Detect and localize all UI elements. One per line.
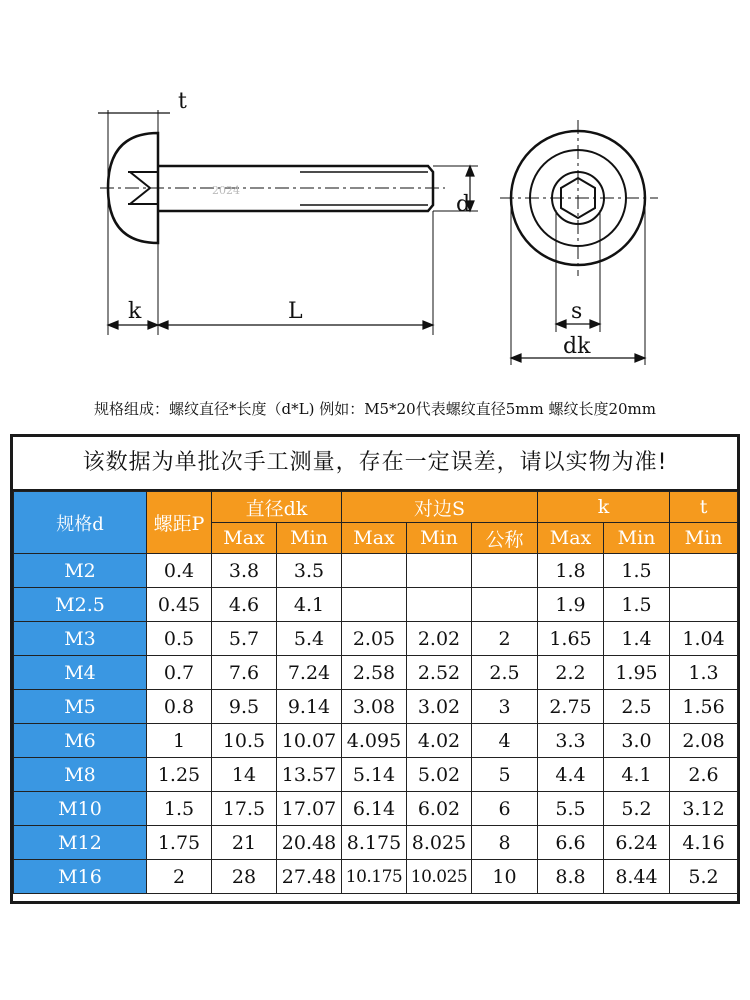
cell-spec: M12 xyxy=(14,826,147,860)
cell-spec: M10 xyxy=(14,792,147,826)
table-row xyxy=(14,792,738,826)
cell-pitch: 0.45 xyxy=(147,588,212,622)
cell-s-nominal: 5 xyxy=(472,758,538,792)
cell-pitch: 0.5 xyxy=(147,622,212,656)
cell-s-min: 3.02 xyxy=(407,690,472,724)
cell-dk-min: 7.24 xyxy=(277,656,342,690)
cell-t-min: 2.08 xyxy=(670,724,738,758)
table-row xyxy=(14,826,738,860)
cell-dk-max: 21 xyxy=(212,826,277,860)
table-row xyxy=(14,622,738,656)
header-s: 对边S xyxy=(342,492,538,523)
cell-k-min: 1.95 xyxy=(604,656,670,690)
cell-pitch: 0.7 xyxy=(147,656,212,690)
cell-s-max: 2.05 xyxy=(342,622,407,656)
header-k: k xyxy=(538,492,670,523)
cell-dk-min: 17.07 xyxy=(277,792,342,826)
cell-k-max: 5.5 xyxy=(538,792,604,826)
cell-s-min: 4.02 xyxy=(407,724,472,758)
cell-pitch: 1.25 xyxy=(147,758,212,792)
cell-k-max: 2.75 xyxy=(538,690,604,724)
cell-s-max: 6.14 xyxy=(342,792,407,826)
cell-t-min: 3.12 xyxy=(670,792,738,826)
cell-dk-min: 5.4 xyxy=(277,622,342,656)
dimension-lines xyxy=(98,113,474,329)
cell-pitch: 1.5 xyxy=(147,792,212,826)
cell-k-min: 1.5 xyxy=(604,554,670,588)
cell-s-nominal: 3 xyxy=(472,690,538,724)
cell-dk-min: 3.5 xyxy=(277,554,342,588)
cell-k-min: 4.1 xyxy=(604,758,670,792)
subheader-s-max: Max xyxy=(342,523,407,554)
measurement-notice: 该数据为单批次手工测量，存在一定误差，请以实物为准! xyxy=(13,437,737,491)
cell-s-nominal: 2.5 xyxy=(472,656,538,690)
cell-s-max xyxy=(342,588,407,622)
label-t: t xyxy=(178,89,187,114)
cell-k-min: 1.5 xyxy=(604,588,670,622)
cell-s-max xyxy=(342,554,407,588)
cell-dk-max: 17.5 xyxy=(212,792,277,826)
cell-k-max: 4.4 xyxy=(538,758,604,792)
subheader-s-nominal: 公称 xyxy=(472,523,538,554)
cell-dk-max: 28 xyxy=(212,860,277,894)
spec-table-body xyxy=(14,554,738,894)
cell-t-min: 4.16 xyxy=(670,826,738,860)
cell-k-max: 6.6 xyxy=(538,826,604,860)
cell-s-max: 8.175 xyxy=(342,826,407,860)
top-view xyxy=(500,120,658,365)
header-spec: 规格d xyxy=(14,492,147,554)
cell-dk-max: 4.6 xyxy=(212,588,277,622)
cell-spec: M8 xyxy=(14,758,147,792)
cell-s-max: 4.095 xyxy=(342,724,407,758)
cell-dk-max: 7.6 xyxy=(212,656,277,690)
cell-dk-min: 9.14 xyxy=(277,690,342,724)
table-row xyxy=(14,588,738,622)
spec-caption: 规格组成：螺纹直径*长度（d*L) 例如：M5*20代表螺纹直径5mm 螺纹长度20mm xyxy=(94,400,656,418)
subheader-k-max: Max xyxy=(538,523,604,554)
cell-k-max: 1.8 xyxy=(538,554,604,588)
cell-pitch: 1 xyxy=(147,724,212,758)
cell-dk-max: 14 xyxy=(212,758,277,792)
cell-spec: M2 xyxy=(14,554,147,588)
cell-k-max: 1.9 xyxy=(538,588,604,622)
table-row xyxy=(14,758,738,792)
cell-s-max: 3.08 xyxy=(342,690,407,724)
cell-dk-max: 5.7 xyxy=(212,622,277,656)
table-row xyxy=(14,724,738,758)
cell-spec: M2.5 xyxy=(14,588,147,622)
cell-t-min: 1.04 xyxy=(670,622,738,656)
cell-spec: M4 xyxy=(14,656,147,690)
cell-dk-min: 20.48 xyxy=(277,826,342,860)
cell-s-min xyxy=(407,588,472,622)
cell-t-min xyxy=(670,588,738,622)
cell-spec: M3 xyxy=(14,622,147,656)
spec-table xyxy=(13,491,738,894)
subheader-t-min: Min xyxy=(670,523,738,554)
cell-k-min: 2.5 xyxy=(604,690,670,724)
watermark: 2024 xyxy=(212,184,240,197)
screw-technical-drawing xyxy=(0,0,750,395)
header-t: t xyxy=(670,492,738,523)
cell-k-min: 1.4 xyxy=(604,622,670,656)
cell-k-min: 6.24 xyxy=(604,826,670,860)
cell-k-min: 3.0 xyxy=(604,724,670,758)
cell-s-min: 6.02 xyxy=(407,792,472,826)
cell-s-max: 5.14 xyxy=(342,758,407,792)
header-dk: 直径dk xyxy=(212,492,342,523)
label-dk: dk xyxy=(563,334,591,359)
cell-k-max: 1.65 xyxy=(538,622,604,656)
label-L: L xyxy=(288,299,303,324)
subheader-dk-min: Min xyxy=(277,523,342,554)
table-row xyxy=(14,656,738,690)
cell-k-max: 3.3 xyxy=(538,724,604,758)
cell-s-min: 2.52 xyxy=(407,656,472,690)
subheader-dk-max: Max xyxy=(212,523,277,554)
cell-pitch: 1.75 xyxy=(147,826,212,860)
cell-s-max: 10.175 xyxy=(342,860,407,894)
cell-pitch: 2 xyxy=(147,860,212,894)
cell-t-min: 1.3 xyxy=(670,656,738,690)
cell-dk-max: 10.5 xyxy=(212,724,277,758)
cell-s-nominal: 2 xyxy=(472,622,538,656)
cell-pitch: 0.8 xyxy=(147,690,212,724)
cell-dk-min: 27.48 xyxy=(277,860,342,894)
cell-s-max: 2.58 xyxy=(342,656,407,690)
cell-k-min: 8.44 xyxy=(604,860,670,894)
cell-pitch: 0.4 xyxy=(147,554,212,588)
cell-s-nominal: 4 xyxy=(472,724,538,758)
table-row xyxy=(14,860,738,894)
cell-s-nominal: 8 xyxy=(472,826,538,860)
cell-s-nominal xyxy=(472,554,538,588)
cell-k-max: 8.8 xyxy=(538,860,604,894)
subheader-s-min: Min xyxy=(407,523,472,554)
cell-dk-min: 13.57 xyxy=(277,758,342,792)
cell-s-nominal: 6 xyxy=(472,792,538,826)
label-d: d xyxy=(456,192,471,217)
cell-dk-max: 9.5 xyxy=(212,690,277,724)
cell-k-max: 2.2 xyxy=(538,656,604,690)
cell-t-min: 1.56 xyxy=(670,690,738,724)
cell-s-min: 10.025 xyxy=(407,860,472,894)
header-pitch: 螺距P xyxy=(147,492,212,554)
label-s: s xyxy=(571,299,583,324)
cell-s-min xyxy=(407,554,472,588)
cell-dk-max: 3.8 xyxy=(212,554,277,588)
cell-s-min: 2.02 xyxy=(407,622,472,656)
cell-t-min xyxy=(670,554,738,588)
cell-spec: M16 xyxy=(14,860,147,894)
cell-spec: M5 xyxy=(14,690,147,724)
label-k: k xyxy=(128,299,142,324)
cell-s-nominal: 10 xyxy=(472,860,538,894)
cell-t-min: 5.2 xyxy=(670,860,738,894)
spec-table-panel xyxy=(10,434,740,904)
cell-dk-min: 10.07 xyxy=(277,724,342,758)
table-row xyxy=(14,554,738,588)
cell-k-min: 5.2 xyxy=(604,792,670,826)
cell-s-min: 5.02 xyxy=(407,758,472,792)
cell-t-min: 2.6 xyxy=(670,758,738,792)
cell-s-nominal xyxy=(472,588,538,622)
cell-dk-min: 4.1 xyxy=(277,588,342,622)
cell-s-min: 8.025 xyxy=(407,826,472,860)
table-row xyxy=(14,690,738,724)
cell-spec: M6 xyxy=(14,724,147,758)
subheader-k-min: Min xyxy=(604,523,670,554)
